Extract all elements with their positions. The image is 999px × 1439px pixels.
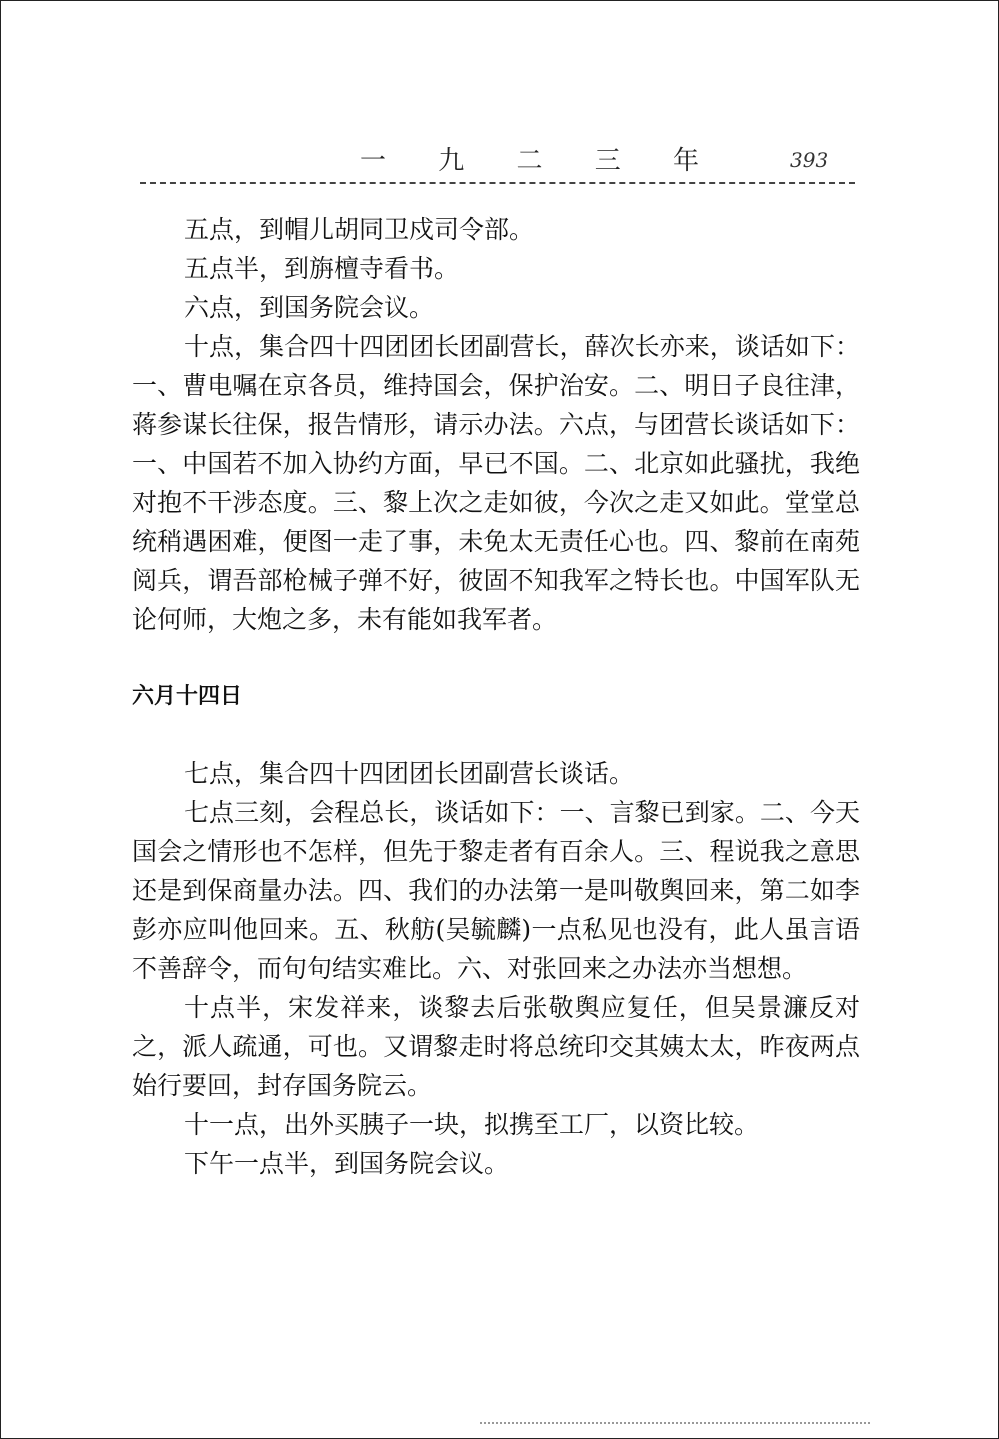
page-number: 393	[790, 148, 829, 172]
diary-entry: 五点半，到旃檀寺看书。	[184, 254, 460, 283]
header-rule	[140, 182, 855, 184]
diary-entry: 十点，集合四十四团团长团副营长，薛次长亦来，谈话如下：一、曹电嘱在京各员，维持国会，保护治安。二、明日子良往津，蒋参谋长往保，报告情形，请示办法。六点，与团营长谈话如下：一、中国若不加入协约方面，早已不国。二、北京如此骚扰，我绝对抱不干涉态度。三、黎上次之走如彼，今次之走又如此。堂堂总统稍遇困难，便图一走了事，未免太无责任心也。四、黎前在南苑阅兵，谓吾部枪械子弹不好，彼固不知我军之特长也。中国军队无论何师，大炮之多，未有能如我军者。	[132, 332, 860, 634]
diary-entry: 五点，到帽儿胡同卫戍司令部。	[184, 215, 535, 244]
running-header-title: 一 九 二 三 年	[360, 146, 722, 176]
date-heading: 六月十四日	[132, 684, 243, 709]
scan-artifact	[480, 1422, 870, 1424]
diary-entry: 六点，到国务院会议。	[184, 293, 435, 322]
diary-entry: 七点三刻，会程总长，谈话如下：一、言黎已到家。二、今天国会之情形也不怎样，但先于黎走者有百余人。三、程说我之意思还是到保商量办法。四、我们的办法第一是叫敬舆回来，第二如李彭亦应叫他回来。五、秋舫(吴毓麟)一点私见也没有，此人虽言语不善辞令，而句句结实难比。六、对张回来之办法亦当想想。	[132, 798, 860, 983]
page-body	[132, 210, 860, 1183]
diary-entry: 下午一点半，到国务院会议。	[184, 1149, 510, 1178]
diary-entry: 十点半，宋发祥来，谈黎去后张敬舆应复任，但吴景濂反对之，派人疏通，可也。又谓黎走时将总统印交其姨太太，昨夜两点始行要回，封存国务院云。	[132, 993, 860, 1100]
diary-entry: 七点，集合四十四团团长团副营长谈话。	[184, 759, 635, 788]
diary-entry: 十一点，出外买胰子一块，拟携至工厂，以资比较。	[184, 1110, 760, 1139]
